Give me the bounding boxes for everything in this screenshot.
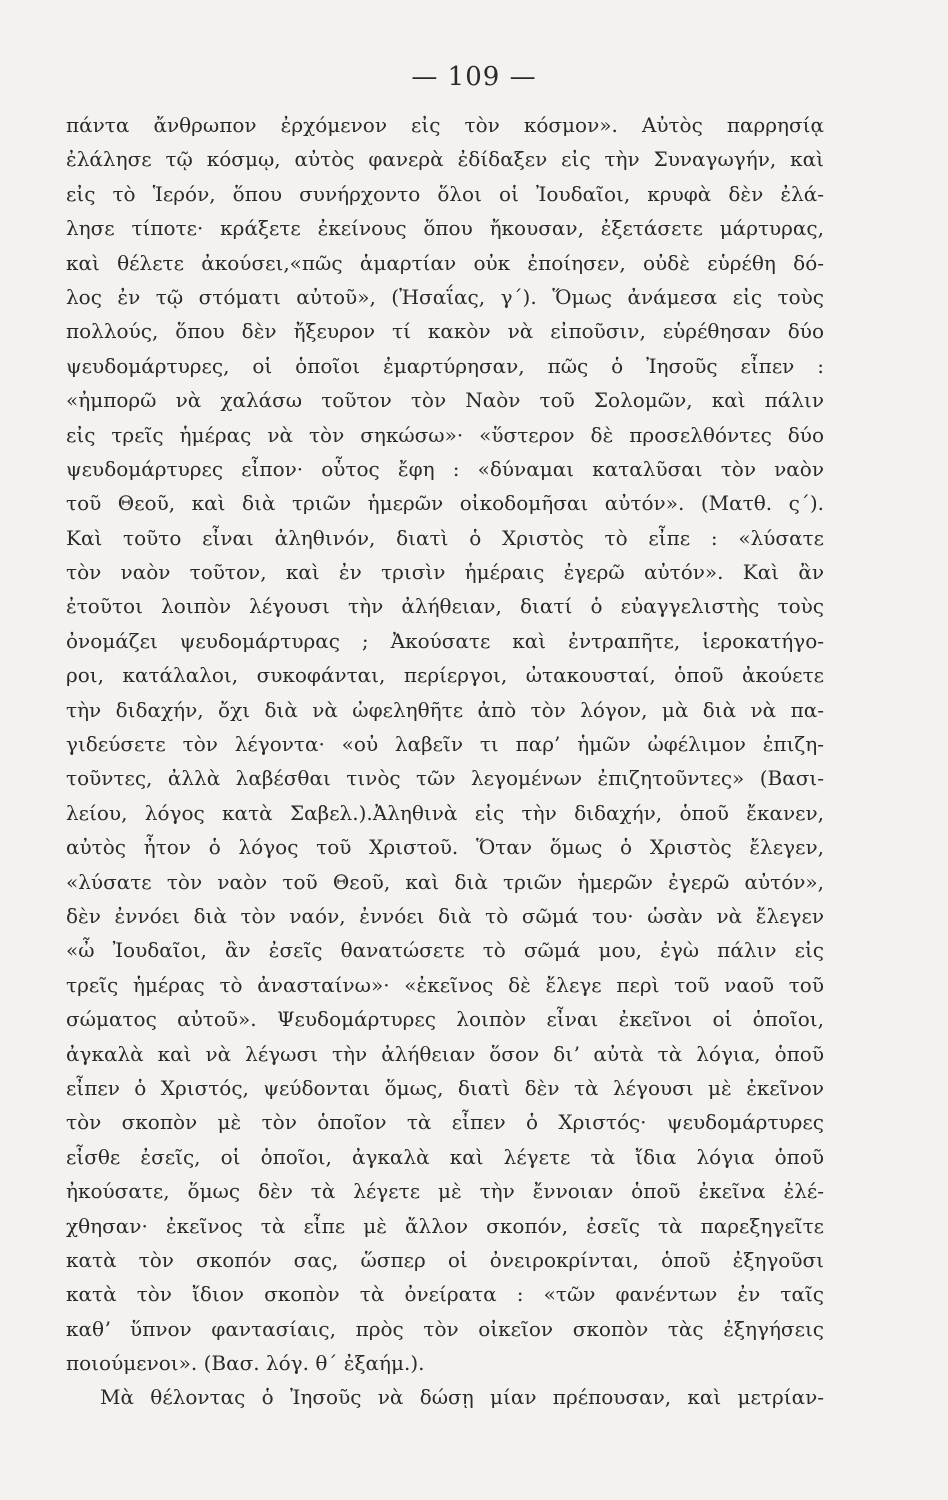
text-line: Μὰ θέλοντας ὁ Ἰησοῦς νὰ δώσῃ μίαν πρέπουσαν, καὶ μετρίαν-	[100, 1385, 824, 1410]
text-line: τρεῖς ἡμέρας τὸ ἀνασταίνω»· «ἐκεῖνος δὲ ἔλεγε περὶ τοῦ ναοῦ τοῦ	[66, 972, 824, 997]
text-line: Καὶ τοῦτο εἶναι ἀληθινόν, διατὶ ὁ Χριστὸς τὸ εἶπε : «λύσατε	[66, 525, 824, 550]
text-line: «ὦ Ἰουδαῖοι, ἂν ἐσεῖς θανατώσετε τὸ σῶμά μου, ἐγὼ πάλιν εἰς	[66, 938, 824, 963]
text-line: γιδεύσετε τὸν λέγοντα· «οὐ λαβεῖν τι παρ’ ἡμῶν ὠφέλιμον ἐπιζη-	[66, 732, 824, 757]
text-line: εἶσθε ἐσεῖς, οἱ ὁποῖοι, ἀγκαλὰ καὶ λέγετε τὰ ἴδια λόγια ὁποῦ	[66, 1144, 824, 1169]
text-line: λος ἐν τῷ στόματι αὐτοῦ», (Ἠσαΐας, γ΄). Ὅμως ἀνάμεσα εἰς τοὺς	[66, 284, 824, 309]
text-line: ἀγκαλὰ καὶ νὰ λέγωσι τὴν ἀλήθειαν ὅσον διʼ αὐτὰ τὰ λόγια, ὁποῦ	[66, 1041, 824, 1066]
text-line: τοῦντες, ἀλλὰ λαβέσθαι τινὸς τῶν λεγομένων ἐπιζητοῦντες» (Βασι-	[66, 766, 824, 791]
text-line: χθησαν· ἐκεῖνος τὰ εἶπε μὲ ἄλλον σκοπόν, ἐσεῖς τὰ παρεξηγεῖτε	[66, 1213, 824, 1238]
text-line: αὐτὸς ἦτον ὁ λόγος τοῦ Χριστοῦ. Ὅταν ὅμως ὁ Χριστὸς ἔλεγεν,	[66, 835, 824, 860]
text-line: καὶ θέλετε ἀκούσει,«πῶς ἁμαρτίαν οὐκ ἐποίησεν, οὐδὲ εὑρέθη δό-	[66, 250, 824, 275]
text-line: «λύσατε τὸν ναὸν τοῦ Θεοῦ, καὶ διὰ τριῶν ἡμερῶν ἐγερῶ αὐτόν»,	[66, 869, 824, 894]
text-line: ἠκούσατε, ὅμως δὲν τὰ λέγετε μὲ τὴν ἔννοιαν ὁποῦ ἐκεῖνα ἐλέ-	[66, 1179, 824, 1204]
text-line: ποιούμενοι». (Βασ. λόγ. θ΄ ἐξαήμ.).	[66, 1351, 425, 1376]
text-line: εἰς τρεῖς ἡμέρας νὰ τὸν σηκώσω»· «ὕστερον δὲ προσελθόντες δύο	[66, 422, 824, 447]
body-text	[66, 108, 824, 1415]
text-line: εἰς τὸ Ἱερόν, ὅπου συνήρχοντο ὅλοι οἱ Ἰουδαῖοι, κρυφὰ δὲν ἐλά-	[66, 181, 824, 206]
text-line: τὸν σκοπὸν μὲ τὸν ὁποῖον τὰ εἶπεν ὁ Χριστός· ψευδομάρτυρες	[66, 1110, 824, 1135]
text-line: σώματος αὐτοῦ». Ψευδομάρτυρες λοιπὸν εἶναι ἐκεῖνοι οἱ ὁποῖοι,	[66, 1007, 824, 1032]
text-line: ψευδομάρτυρες εἶπον· οὗτος ἔφη : «δύναμαι καταλῦσαι τὸν ναὸν	[66, 456, 824, 481]
text-line: δὲν ἐννόει διὰ τὸν ναόν, ἐννόει διὰ τὸ σῶμά του· ὡσὰν νὰ ἔλεγεν	[66, 903, 824, 928]
text-line: «ἠμπορῶ νὰ χαλάσω τοῦτον τὸν Ναὸν τοῦ Σολομῶν, καὶ πάλιν	[66, 388, 824, 413]
text-line: τὴν διδαχήν, ὄχι διὰ νὰ ὠφεληθῆτε ἀπὸ τὸν λόγον, μὰ διὰ νὰ πα-	[66, 697, 824, 722]
text-line: ἐλάλησε τῷ κόσμῳ, αὐτὸς φανερὰ ἐδίδαξεν εἰς τὴν Συναγωγήν, καὶ	[66, 147, 824, 172]
text-line: ἐτοῦτοι λοιπὸν λέγουσι τὴν ἀλήθειαν, διατί ὁ εὐαγγελιστὴς τοὺς	[66, 594, 824, 619]
text-line: εἶπεν ὁ Χριστός, ψεύδονται ὅμως, διατὶ δὲν τὰ λέγουσι μὲ ἐκεῖνον	[66, 1075, 824, 1100]
text-line: καθʼ ὕπνον φαντασίαις, πρὸς τὸν οἰκεῖον σκοπὸν τὰς ἐξηγήσεις	[66, 1316, 824, 1341]
page-number: — 109 —	[411, 62, 537, 92]
text-line: ροι, κατάλαλοι, συκοφάνται, περίεργοι, ὠτακουσταί, ὁποῦ ἀκούετε	[66, 663, 824, 688]
text-line: ψευδομάρτυρες, οἱ ὁποῖοι ἐμαρτύρησαν, πῶς ὁ Ἰησοῦς εἶπεν :	[66, 353, 824, 378]
text-line: λησε τίποτε· κράξετε ἐκείνους ὅπου ἤκουσαν, ἐξετάσετε μάρτυρας,	[66, 216, 824, 241]
text-line: τοῦ Θεοῦ, καὶ διὰ τριῶν ἡμερῶν οἰκοδομῆσαι αὐτόν». (Ματθ. ς΄).	[66, 491, 824, 516]
text-line: τὸν ναὸν τοῦτον, καὶ ἐν τρισὶν ἡμέραις ἐγερῶ αὐτόν». Καὶ ἂν	[66, 560, 824, 585]
text-line: κατὰ τὸν σκοπόν σας, ὥσπερ οἱ ὀνειροκρίνται, ὁποῦ ἐξηγοῦσι	[66, 1247, 824, 1272]
text-line: κατὰ τὸν ἴδιον σκοπὸν τὰ ὀνείρατα : «τῶν φανέντων ἐν ταῖς	[66, 1282, 824, 1307]
text-line: πάντα ἄνθρωπον ἐρχόμενον εἰς τὸν κόσμον». Αὐτὸς παρρησίᾳ	[66, 113, 824, 137]
text-line: ὀνομάζει ψευδομάρτυρας ; Ἀκούσατε καὶ ἐντραπῆτε, ἱεροκατήγο-	[66, 628, 824, 653]
text-line: πολλούς, ὅπου δὲν ἤξευρον τί κακὸν νὰ εἰποῦσιν, εὑρέθησαν δύο	[66, 319, 824, 344]
text-line: λείου, λόγος κατὰ Σαβελ.).Ἀληθινὰ εἰς τὴν διδαχήν, ὁποῦ ἔκανεν,	[66, 800, 824, 825]
